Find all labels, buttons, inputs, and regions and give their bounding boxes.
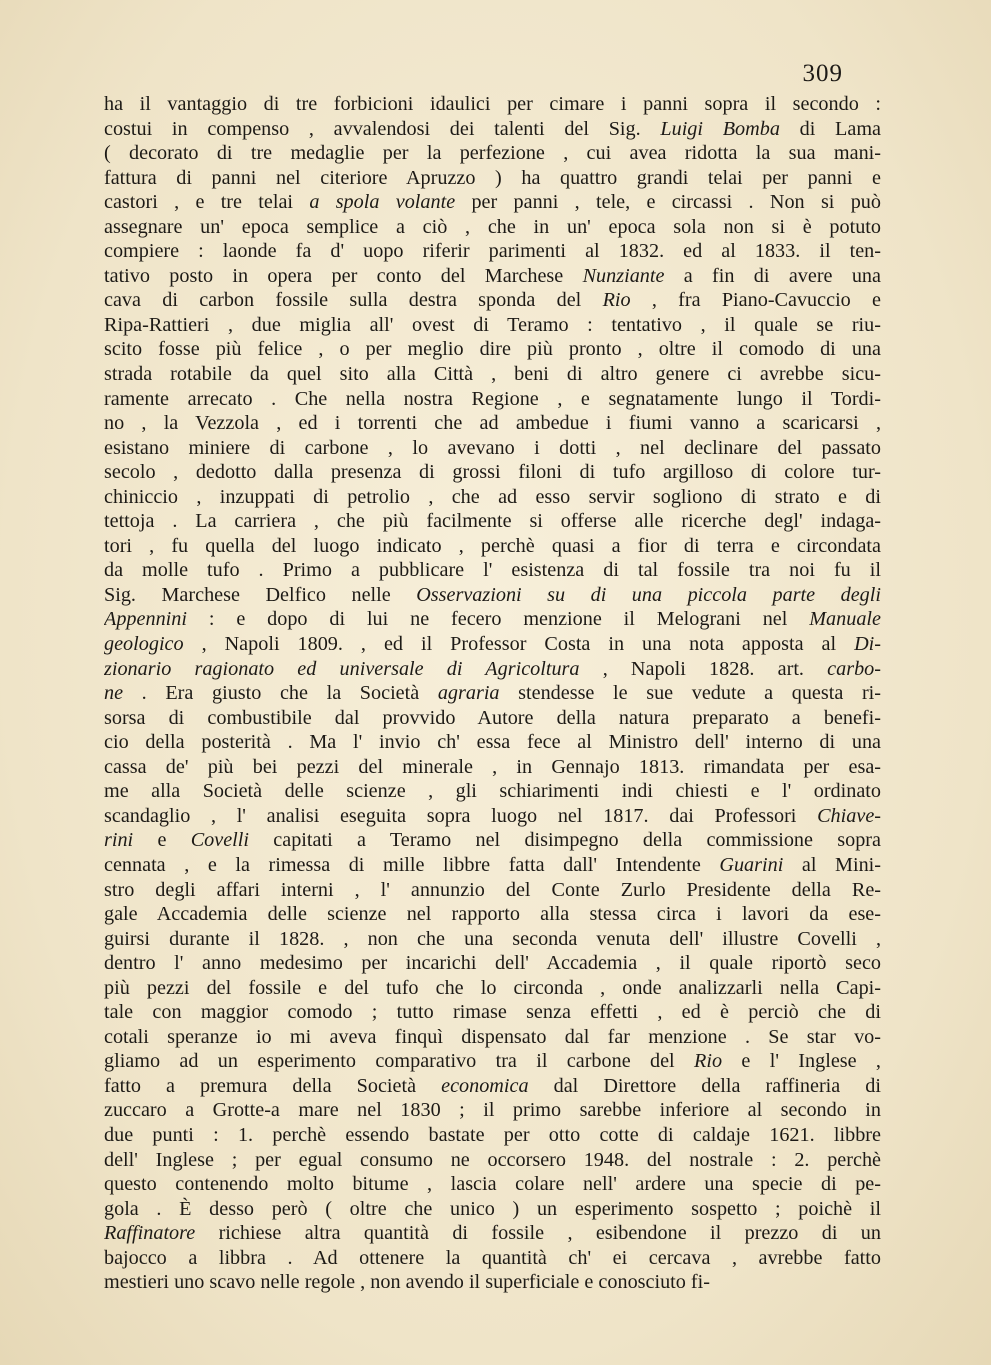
text-line <box>104 92 881 117</box>
text-segment: mestieri uno scavo nelle regole , non avendo il superficiale e conosciuto fi- <box>104 1271 710 1294</box>
text-line <box>104 1000 881 1025</box>
text-segment: ha il vantaggio di tre forbicioni idaulici per cimare i panni sopra il secondo : <box>104 93 881 115</box>
text-segment: dell' Inglese ; per egual consumo ne occorsero 1948. del nostrale : 2. perchè <box>104 1148 881 1171</box>
text-line <box>104 681 881 706</box>
text-line <box>104 387 881 412</box>
text-line <box>104 1025 881 1050</box>
text-line <box>104 853 881 878</box>
text-line <box>104 951 881 976</box>
text-segment: gola . È desso però ( oltre che unico ) un esperimento sospetto ; poichè il <box>104 1197 881 1220</box>
text-segment: , Napoli 1809. , ed il Professor Costa in una nota apposta al <box>183 633 855 656</box>
text-segment: Sig. Marchese Delfico nelle <box>104 583 417 606</box>
text-segment: scito fosse più felice , o per meglio dire più pronto , oltre il comodo di una <box>104 338 881 361</box>
text-segment: tori , fu quella del luogo indicato , perchè quasi a fior di terra e circondata <box>104 534 881 557</box>
text-line <box>104 804 881 829</box>
text-line <box>104 1197 881 1222</box>
text-line <box>104 657 881 682</box>
text-segment: questo contenendo molto bitume , lascia colare nell' ardere una specie di pe- <box>104 1173 881 1196</box>
text-line <box>104 509 881 534</box>
text-line <box>104 141 881 166</box>
text-segment: secolo , dedotto dalla presenza di grossi filoni di tufo argilloso di colore tur- <box>104 461 881 484</box>
text-segment: Rio <box>602 289 631 312</box>
text-segment: rini <box>104 829 134 852</box>
text-line <box>104 411 881 436</box>
text-segment: tativo posto in opera per conto del Marchese <box>104 264 583 287</box>
text-line <box>104 927 881 952</box>
text-line <box>104 1270 881 1295</box>
text-line <box>104 607 881 632</box>
text-line <box>104 902 881 927</box>
text-segment: , Napoli 1828. art. <box>579 657 828 680</box>
text-line <box>104 485 881 510</box>
text-line <box>104 755 881 780</box>
text-line <box>104 534 881 559</box>
text-line <box>104 362 881 387</box>
text-segment: capitati a Teramo nel disimpegno della commissione sopra <box>249 829 881 852</box>
text-segment: due punti : 1. perchè essendo bastate per otto cotte di caldaje 1621. libbre <box>104 1123 881 1146</box>
text-segment: di Lama <box>779 117 881 140</box>
text-segment: Nunziante <box>582 264 665 287</box>
text-line <box>104 976 881 1001</box>
text-segment: a spola volante <box>309 191 456 214</box>
text-segment: a fin di avere una <box>664 264 881 287</box>
text-segment: Rio <box>694 1050 723 1073</box>
text-segment: cennata , e la rimessa di mille libbre fatta dall' Intendente <box>104 853 720 876</box>
text-segment: ramente arrecato . Che nella nostra Regione , e segnatamente lungo il Tordi- <box>104 387 881 410</box>
text-line <box>104 239 881 264</box>
text-segment: castori , e tre telai <box>104 191 310 214</box>
text-segment: fatto a premura della Società <box>104 1074 442 1097</box>
text-line <box>104 337 881 362</box>
text-segment: Chiave- <box>817 804 881 827</box>
text-line <box>104 779 881 804</box>
body-text <box>104 92 881 1295</box>
text-line <box>104 313 881 338</box>
text-segment: Di- <box>854 633 881 656</box>
text-segment: ( decorato di tre medaglie per la perfezione , cui avea ridotta la sua mani- <box>104 142 881 165</box>
text-segment: stro degli affari interni , l' annunzio del Conte Zurlo Presidente della Re- <box>104 878 881 901</box>
text-segment: Luigi Bomba <box>660 117 780 140</box>
text-segment: cava di carbon fossile sulla destra sponda del <box>104 289 603 312</box>
text-segment: , fra Piano-Cavuccio e <box>630 289 881 312</box>
text-segment: Covelli <box>190 829 250 852</box>
text-segment: ne <box>104 682 124 705</box>
text-segment: sorsa di combustibile dal provvido Autore della natura preparato a benefi- <box>104 706 881 729</box>
text-line <box>104 190 881 215</box>
text-segment: Ripa-Rattieri , due miglia all' ovest di Teramo : tentativo , il quale se riu- <box>104 313 881 336</box>
page-number: 309 <box>802 60 843 87</box>
text-line <box>104 1049 881 1074</box>
text-segment: cio della posterità . Ma l' invio ch' essa fece al Ministro dell' interno di una <box>104 731 881 754</box>
text-line <box>104 264 881 289</box>
text-line <box>104 706 881 731</box>
text-line <box>104 1172 881 1197</box>
text-line <box>104 583 881 608</box>
text-segment: Guarini <box>719 853 784 876</box>
text-segment: guirsi durante il 1828. , non che una seconda venuta dell' illustre Covelli , <box>104 927 881 950</box>
text-segment: cotali speranze io mi aveva finquì dispensato dal far menzione . Se star vo- <box>104 1025 881 1048</box>
text-segment: dal Direttore della raffineria di <box>528 1074 881 1097</box>
text-segment: per panni , tele, e circassi . Non si può <box>455 191 881 214</box>
text-segment: no , la Vezzola , ed i torrenti che ad ambedue i fiumi vanno a scaricarsi , <box>104 412 881 435</box>
text-segment: costui in compenso , avvalendosi dei talenti del Sig. <box>104 117 661 140</box>
text-line <box>104 215 881 240</box>
text-segment: e l' Inglese , <box>722 1050 881 1073</box>
text-segment: : e dopo di lui ne fecero menzione il Melograni nel <box>186 608 810 631</box>
text-segment: agraria <box>437 682 500 705</box>
text-segment: assegnare un' epoca semplice a ciò , che in un' epoca sola non si è potuto <box>104 215 881 238</box>
text-line <box>104 1098 881 1123</box>
text-segment: zuccaro a Grotte-a mare nel 1830 ; il primo sarebbe inferiore al secondo in <box>104 1099 881 1122</box>
text-line <box>104 436 881 461</box>
text-segment: carbo- <box>827 657 881 680</box>
text-line <box>104 828 881 853</box>
text-segment: Raffinatore <box>104 1222 196 1245</box>
text-line <box>104 1148 881 1173</box>
text-segment: cassa de' più bei pezzi del minerale , in Gennajo 1813. rimandata per esa- <box>104 755 881 778</box>
text-segment: chiniccio , inzuppati di petrolio , che ad esso servir sogliono di strato e di <box>104 485 881 508</box>
text-segment: gale Accademia delle scienze nel rapporto alla stessa circa i lavori da ese- <box>104 903 881 926</box>
text-segment: strada rotabile da quel sito alla Città , beni di altro genere ci avrebbe sicu- <box>104 363 881 386</box>
text-segment: me alla Società delle scienze , gli schiarimenti indi chiesti e l' ordinato <box>104 780 881 803</box>
text-segment: da molle tufo . Primo a pubblicare l' esistenza di tal fossile tra noi fu il <box>104 559 881 582</box>
text-line <box>104 117 881 142</box>
text-line <box>104 558 881 583</box>
text-segment: al Mini- <box>783 853 881 876</box>
text-segment: Appennini <box>104 608 187 631</box>
text-line <box>104 1221 881 1246</box>
text-line <box>104 1246 881 1271</box>
text-segment: più pezzi del fossile e del tufo che lo circonda , onde analizzarli nella Capi- <box>104 976 881 999</box>
text-line <box>104 460 881 485</box>
text-line <box>104 288 881 313</box>
text-segment: tettoja . La carriera , che più facilmente si offerse alle ricerche degl' indaga- <box>104 510 881 533</box>
text-line <box>104 730 881 755</box>
text-segment: Osservazioni su di una piccola parte degli <box>416 583 881 606</box>
text-segment: dentro l' anno medesimo per incarichi dell' Accademia , il quale riportò seco <box>104 952 881 975</box>
text-line <box>104 1123 881 1148</box>
text-line <box>104 878 881 903</box>
text-segment: tale con maggior comodo ; tutto rimase senza effetti , ed è perciò che di <box>104 1001 881 1024</box>
text-segment: stendesse le sue vedute a questa ri- <box>499 682 881 705</box>
text-segment: bajocco a libbra . Ad ottenere la quantità ch' ei cercava , avrebbe fatto <box>104 1246 881 1269</box>
text-segment: . Era giusto che la Società <box>123 682 438 705</box>
text-segment: Manuale <box>809 608 881 631</box>
text-segment: scandaglio , l' analisi eseguita sopra luogo nel 1817. dai Professori <box>104 804 818 827</box>
text-line <box>104 632 881 657</box>
text-segment: zionario ragionato ed universale di Agricoltura <box>104 657 580 680</box>
text-line <box>104 166 881 191</box>
text-segment: richiese altra quantità di fossile , esibendone il prezzo di un <box>195 1222 881 1245</box>
text-segment: geologico <box>104 633 184 656</box>
text-segment: e <box>133 829 191 852</box>
text-segment: economica <box>441 1074 529 1097</box>
text-segment: gliamo ad un esperimento comparativo tra il carbone del <box>104 1050 695 1073</box>
text-segment: esistano miniere di carbone , lo avevano i dotti , nel declinare del passato <box>104 436 881 459</box>
text-segment: compiere : laonde fa d' uopo riferir parimenti al 1832. ed al 1833. il ten- <box>104 240 881 263</box>
text-segment: fattura di panni nel citeriore Apruzzo ) ha quattro grandi telai per panni e <box>104 166 881 189</box>
text-line <box>104 1074 881 1099</box>
